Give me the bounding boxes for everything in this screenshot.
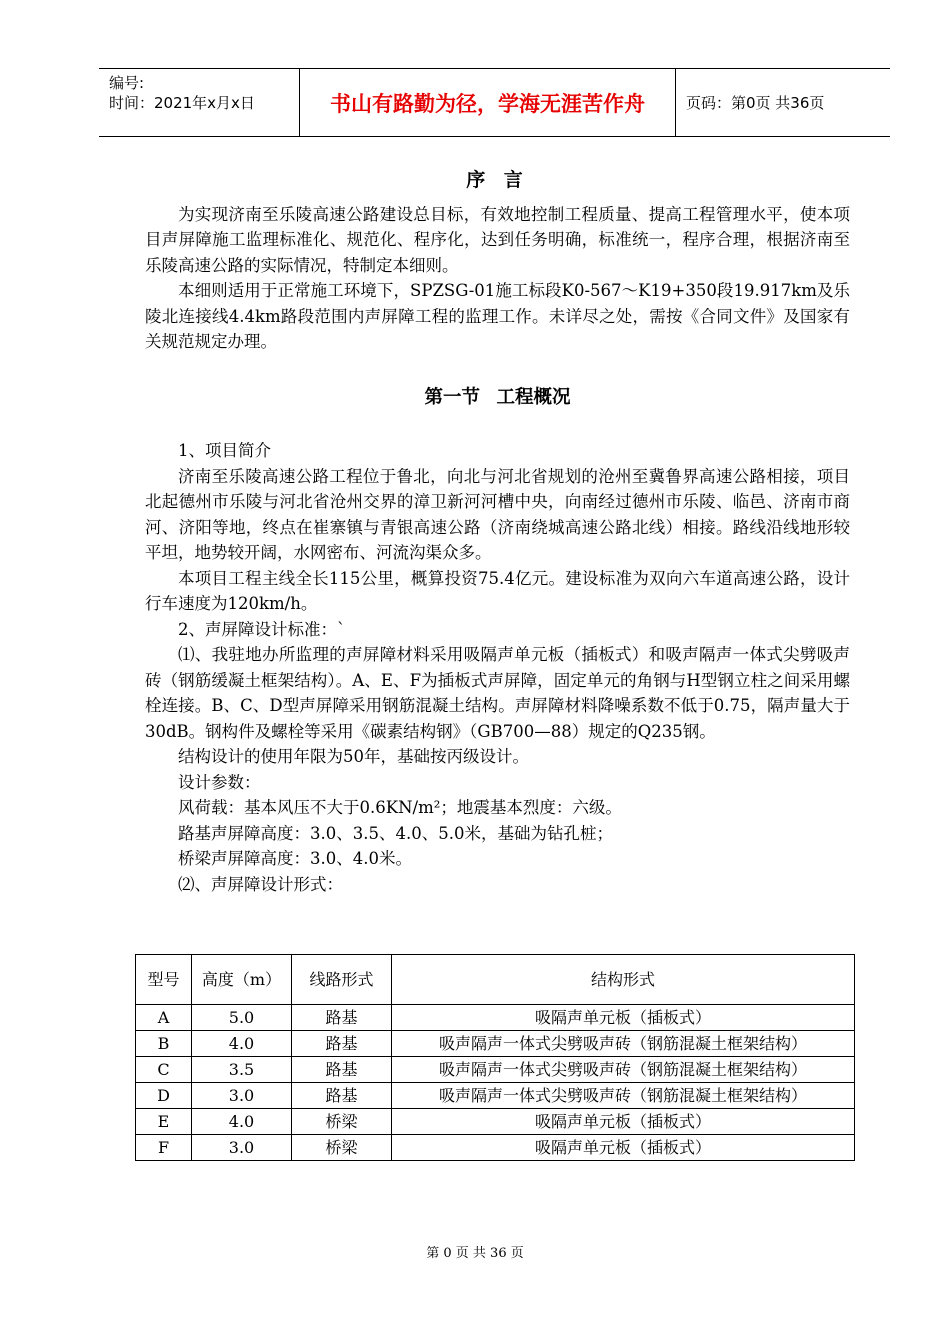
table-cell: 3.5 — [192, 1057, 292, 1083]
page-footer: 第 0 页 共 36 页 — [426, 1246, 524, 1261]
table-cell: 3.0 — [192, 1135, 292, 1161]
table-cell: 路基 — [292, 1057, 392, 1083]
number-label: 编号: — [109, 74, 145, 92]
table-cell: 路基 — [292, 1005, 392, 1031]
table-cell: E — [136, 1109, 192, 1135]
table-row — [136, 1031, 855, 1057]
design-params-heading: 设计参数： — [178, 772, 261, 792]
table-cell: 吸隔声单元板（插板式） — [392, 1135, 855, 1161]
table-cell: D — [136, 1083, 192, 1109]
column-header-route: 线路形式 — [292, 955, 392, 1005]
design-form-heading: ⑵、声屏障设计形式： — [178, 874, 343, 894]
table-cell: B — [136, 1031, 192, 1057]
page-number-label: 页码：第0页 共36页 — [686, 94, 825, 112]
table-cell: 路基 — [292, 1083, 392, 1109]
table-row — [136, 1109, 855, 1135]
table-cell: 3.0 — [192, 1083, 292, 1109]
wind-load-paragraph: 风荷载：基本风压不大于0.6KN/m²；地震基本烈度：六级。 — [178, 798, 622, 817]
section-title: 第一节 工程概况 — [424, 386, 571, 408]
document-body — [145, 168, 850, 897]
project-scale-paragraph: 本项目工程主线全长115公里，概算投资75.4亿元。建设标准为双向六车道高速公路，设计行车速度为120km/h。 — [145, 568, 850, 613]
table-cell: 吸声隔声一体式尖劈吸声砖（钢筋混凝土框架结构） — [392, 1083, 855, 1109]
table-header-row — [136, 955, 855, 1005]
table-cell: 桥梁 — [292, 1109, 392, 1135]
time-label: 时间：2021年x月x日 — [109, 94, 255, 112]
table-row — [136, 1083, 855, 1109]
column-header-height: 高度（m） — [192, 955, 292, 1005]
preface-paragraph-1: 为实现济南至乐陵高速公路建设总目标，有效地控制工程质量、提高工程管理水平，使本项目声屏障施工监理标准化、规范化、程序化，达到任务明确，标准统一，程序合理，根据济南至乐陵高速公路的实际情况，特制定本细则。 — [145, 204, 850, 275]
table-cell: 路基 — [292, 1031, 392, 1057]
preface-paragraph-2: 本细则适用于正常施工环境下，SPZSG-01施工标段K0-567～K19+350段19.917km及乐陵北连接线4.4km路段范围内声屏障工程的监理工作。未详尽之处，需按《合同文件》及国家有关规范规定办理。 — [145, 281, 850, 351]
page-header — [99, 68, 890, 137]
table-cell: 4.0 — [192, 1031, 292, 1057]
column-header-structure: 结构形式 — [392, 955, 855, 1005]
table-cell: A — [136, 1005, 192, 1031]
table-cell: 4.0 — [192, 1109, 292, 1135]
bridge-height-paragraph: 桥梁声屏障高度：3.0、4.0米。 — [178, 849, 412, 868]
project-intro-paragraph: 济南至乐陵高速公路工程位于鲁北，向北与河北省规划的沧州至冀鲁界高速公路相接，项目北起德州市乐陵与河北省沧州交界的漳卫新河河槽中央，向南经过德州市乐陵、临邑、济南市商河、济阳等地，终点在崔寨镇与青银高速公路（济南绕城高速公路北线）相接。路线沿线地形较平坦，地势较开阔，水网密布、河流沟渠众多。 — [145, 466, 850, 562]
table-cell: 桥梁 — [292, 1135, 392, 1161]
table-cell: 吸隔声单元板（插板式） — [392, 1005, 855, 1031]
table-cell: 5.0 — [192, 1005, 292, 1031]
item-2-heading: 2、声屏障设计标准：` — [178, 619, 346, 639]
preface-title: 序 言 — [466, 169, 529, 191]
table-row — [136, 1135, 855, 1161]
table-cell: 吸声隔声一体式尖劈吸声砖（钢筋混凝土框架结构） — [392, 1057, 855, 1083]
material-paragraph: ⑴、我驻地办所监理的声屏障材料采用吸隔声单元板（插板式）和吸声隔声一体式尖劈吸声砖（钢筋缓凝土框架结构）。A、E、F为插板式声屏障，固定单元的角钢与H型钢立柱之间采用螺栓连接。B、C、D型声屏障采用钢筋混凝土结构。声屏障材料降噪系数不低于0.75，隔声量大于30dB。钢构件及螺栓等采用《碳素结构钢》（GB700—88）规定的Q235钢。 — [145, 645, 850, 741]
design-life-paragraph: 结构设计的使用年限为50年，基础按丙级设计。 — [178, 747, 529, 766]
header-motto: 书山有路勤为径，学海无涯苦作舟 — [300, 69, 676, 136]
column-header-model: 型号 — [136, 955, 192, 1005]
table-cell: 吸声隔声一体式尖劈吸声砖（钢筋混凝土框架结构） — [392, 1031, 855, 1057]
table-row — [136, 1057, 855, 1083]
table-cell: C — [136, 1057, 192, 1083]
road-height-paragraph: 路基声屏障高度：3.0、3.5、4.0、5.0米，基础为钻孔桩； — [178, 823, 613, 843]
table-row — [136, 1005, 855, 1031]
design-form-table — [135, 954, 855, 1161]
header-meta — [99, 69, 300, 136]
item-1-heading: 1、项目简介 — [178, 441, 271, 460]
table-cell: 吸隔声单元板（插板式） — [392, 1109, 855, 1135]
table-cell: F — [136, 1135, 192, 1161]
